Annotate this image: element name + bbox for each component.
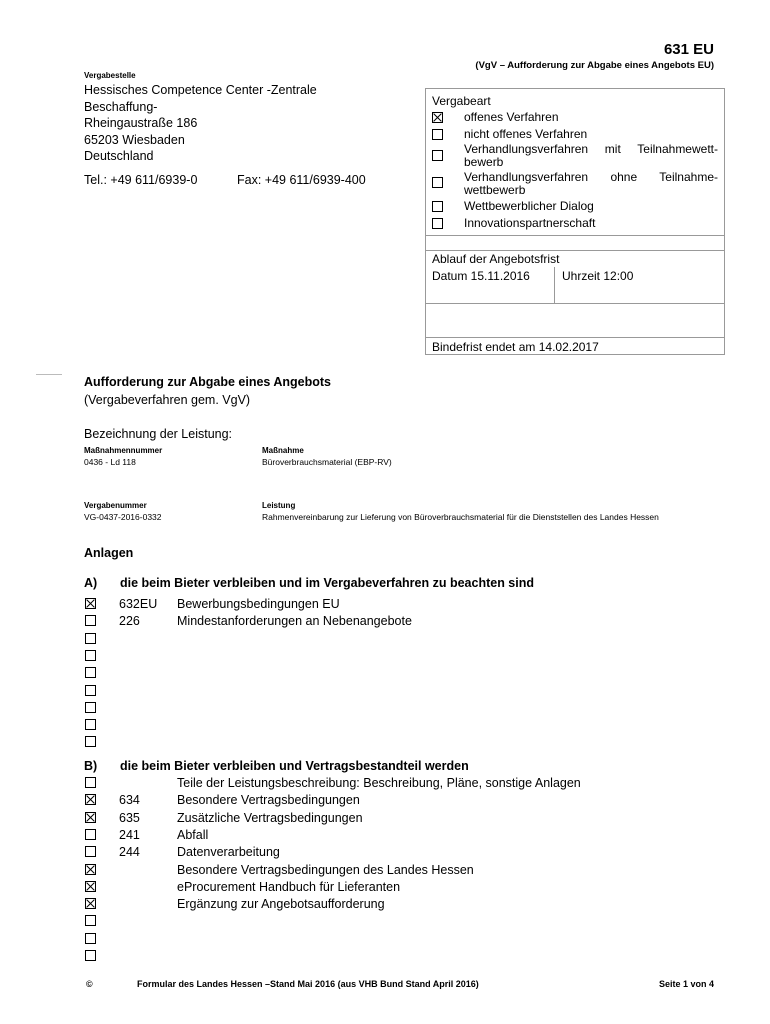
page-title: Aufforderung zur Abgabe eines Angebots — [84, 375, 331, 389]
section-a-letter: A) — [84, 576, 98, 590]
attachment-label: Teile der Leistungsbeschreibung: Beschreibung, Pläne, sonstige Anlagen — [177, 776, 581, 790]
copyright-mark: © — [86, 979, 93, 989]
option-label: Verhandlungsverfahren ohne Teilnahme-wettbewerb — [464, 170, 718, 197]
attachment-label: Ergänzung zur Angebotsaufforderung — [177, 897, 385, 912]
attachment-row[interactable] — [84, 932, 724, 949]
attachment-label: Besondere Vertragsbedingungen — [177, 793, 360, 808]
attachment-row[interactable] — [84, 666, 724, 683]
massnahmennummer-value: 0436 - Ld 118 — [84, 457, 136, 467]
ablauf-label: Ablauf der Angebotsfrist — [432, 252, 560, 266]
vergabenummer-label: Vergabenummer — [84, 501, 147, 510]
checkbox[interactable] — [85, 864, 96, 875]
attachment-row[interactable] — [84, 828, 724, 845]
attachment-row[interactable] — [84, 863, 724, 880]
divider — [426, 250, 724, 251]
attachment-row[interactable] — [84, 776, 724, 793]
leistung-value: Rahmenvereinbarung zur Lieferung von Büroverbrauchsmaterial für die Dienststellen des Landes Hessen — [262, 512, 659, 522]
checkbox[interactable] — [85, 667, 96, 678]
vergabeart-option[interactable] — [432, 171, 718, 197]
checkbox[interactable] — [85, 950, 96, 961]
checkbox[interactable] — [85, 794, 96, 805]
checkbox[interactable] — [85, 650, 96, 661]
vergabeart-option[interactable] — [432, 143, 718, 169]
attachment-row[interactable] — [84, 701, 724, 718]
form-number: 631 EU — [663, 41, 714, 58]
checkbox[interactable] — [432, 129, 443, 140]
checkbox[interactable] — [432, 112, 443, 123]
anlagen-heading: Anlagen — [84, 546, 134, 560]
vergabeart-option[interactable] — [432, 111, 718, 125]
page-number: Seite 1 von 4 — [658, 979, 714, 989]
leistung-heading: Bezeichnung der Leistung: — [84, 427, 233, 441]
checkbox[interactable] — [432, 218, 443, 229]
page-subtitle: (Vergabeverfahren gem. VgV) — [84, 393, 251, 407]
checkbox[interactable] — [85, 736, 96, 747]
attachment-number: 632EU — [119, 597, 158, 611]
divider — [36, 374, 62, 375]
attachment-label: Datenverarbeitung — [177, 845, 280, 860]
form-subtitle: (VgV – Aufforderung zur Abgabe eines Angebots EU) — [475, 60, 714, 71]
option-label: Verhandlungsverfahren mit Teilnahmewett-bewerb — [464, 142, 718, 169]
checkbox[interactable] — [85, 881, 96, 892]
attachment-row[interactable] — [84, 597, 724, 614]
vergabenummer-value: VG-0437-2016-0332 — [84, 512, 162, 522]
address-line: Deutschland — [84, 149, 154, 163]
massnahme-value: Büroverbrauchsmaterial (EBP-RV) — [262, 457, 392, 467]
checkbox[interactable] — [85, 915, 96, 926]
checkbox[interactable] — [85, 829, 96, 840]
massnahme-label: Maßnahme — [262, 446, 304, 455]
checkbox[interactable] — [432, 150, 443, 161]
vergabeart-box — [425, 88, 725, 355]
vergabeart-title: Vergabeart — [432, 94, 491, 108]
checkbox[interactable] — [85, 615, 96, 626]
attachment-label: Abfall — [177, 827, 209, 842]
vergabestelle-label: Vergabestelle — [84, 71, 136, 80]
checkbox[interactable] — [85, 633, 96, 644]
checkbox[interactable] — [85, 719, 96, 730]
footer-text: Formular des Landes Hessen –Stand Mai 2016 (aus VHB Bund Stand April 2016) — [137, 979, 479, 989]
vergabeart-option[interactable] — [432, 128, 718, 142]
checkbox[interactable] — [432, 177, 443, 188]
section-b-title: die beim Bieter verbleiben und Vertragsbestandteil werden — [120, 759, 469, 773]
vergabeart-option[interactable] — [432, 200, 718, 214]
section-a-title: die beim Bieter verbleiben und im Vergabeverfahren zu beachten sind — [120, 576, 535, 590]
option-label: nicht offenes Verfahren — [464, 127, 588, 141]
attachment-row[interactable] — [84, 735, 724, 752]
address-line: 65203 Wiesbaden — [84, 132, 185, 147]
attachment-label: eProcurement Handbuch für Lieferanten — [177, 879, 401, 894]
datum-field[interactable]: Datum 15.11.2016 — [432, 269, 530, 283]
attachment-number: 241 — [119, 827, 140, 842]
attachment-number: 634 — [119, 793, 140, 808]
attachment-number: 635 — [119, 810, 140, 825]
vergabeart-option[interactable] — [432, 217, 718, 231]
attachment-label: Mindestanforderungen an Nebenangebote — [177, 614, 412, 629]
checkbox[interactable] — [432, 201, 443, 212]
attachment-row[interactable] — [84, 811, 724, 828]
attachment-row[interactable] — [84, 649, 724, 666]
attachment-row[interactable] — [84, 718, 724, 735]
attachment-row[interactable] — [84, 845, 724, 862]
divider — [426, 303, 724, 304]
attachment-label: Besondere Vertragsbedingungen des Landes Hessen — [177, 862, 474, 877]
checkbox[interactable] — [85, 777, 96, 788]
address-line: Beschaffung- — [84, 99, 158, 114]
attachment-row[interactable] — [84, 880, 724, 897]
address-line: Hessisches Competence Center -Zentrale — [84, 83, 317, 97]
attachment-row[interactable] — [84, 632, 724, 649]
option-label: offenes Verfahren — [464, 110, 559, 124]
fax: Fax: +49 611/6939-400 — [237, 173, 366, 187]
option-label: Innovationspartnerschaft — [464, 216, 596, 230]
bindefrist-field[interactable]: Bindefrist endet am 14.02.2017 — [432, 340, 599, 354]
attachment-number: 244 — [119, 845, 140, 860]
attachment-label: Bewerbungsbedingungen EU — [177, 597, 340, 611]
divider — [426, 235, 724, 236]
divider — [426, 337, 724, 338]
section-b-letter: B) — [84, 759, 98, 773]
checkbox[interactable] — [85, 846, 96, 857]
attachment-row[interactable] — [84, 949, 724, 966]
vergabestelle-address — [84, 82, 317, 165]
uhrzeit-field[interactable]: Uhrzeit 12:00 — [562, 269, 634, 283]
attachment-row[interactable] — [84, 614, 724, 631]
checkbox[interactable] — [85, 933, 96, 944]
option-label: Wettbewerblicher Dialog — [464, 199, 594, 213]
checkbox[interactable] — [85, 598, 96, 609]
checkbox[interactable] — [85, 702, 96, 713]
checkbox[interactable] — [85, 685, 96, 696]
massnahmennummer-label: Maßnahmennummer — [84, 446, 163, 455]
address-line: Rheingaustraße 186 — [84, 116, 198, 130]
checkbox[interactable] — [85, 898, 96, 909]
attachment-number: 226 — [119, 614, 140, 629]
divider — [554, 267, 555, 303]
attachment-row[interactable] — [84, 897, 724, 914]
attachment-row[interactable] — [84, 684, 724, 701]
attachment-label: Zusätzliche Vertragsbedingungen — [177, 810, 363, 825]
telephone: Tel.: +49 611/6939-0 — [84, 173, 198, 187]
checkbox[interactable] — [85, 812, 96, 823]
attachment-row[interactable] — [84, 793, 724, 810]
leistung-label: Leistung — [262, 501, 296, 510]
attachment-row[interactable] — [84, 914, 724, 931]
